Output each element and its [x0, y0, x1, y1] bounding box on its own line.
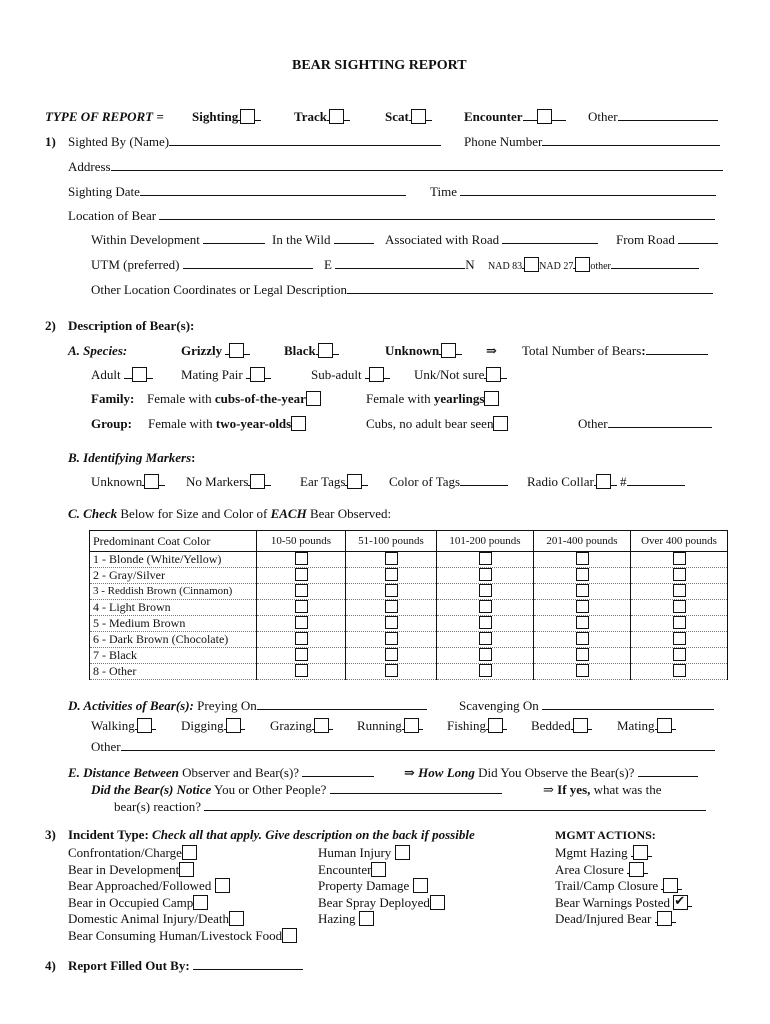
row-label: 4 - Light Brown [90, 600, 257, 616]
preying-field[interactable]: D. Activities of Bear(s): Preying On [68, 698, 427, 714]
row-label: 8 - Other [90, 664, 257, 680]
table-row [90, 584, 728, 600]
incident-food[interactable]: Bear Consuming Human/Livestock Food [68, 928, 297, 944]
subadult-checkbox[interactable] [369, 367, 384, 382]
type-encounter[interactable]: Encounter [464, 109, 566, 125]
grizzly-checkbox[interactable] [229, 343, 244, 358]
size-checkbox[interactable] [673, 600, 686, 613]
age-mating-pair[interactable]: Mating Pair [181, 367, 271, 383]
group-other[interactable]: Other [578, 416, 712, 432]
mgmt-area-closure[interactable]: Area Closure [555, 862, 648, 878]
size-checkbox[interactable] [295, 616, 308, 629]
size-checkbox[interactable] [479, 600, 492, 613]
notice-field[interactable]: Did the Bear(s) Notice You or Other People? [91, 782, 502, 798]
col-header: 10-50 pounds [257, 531, 346, 552]
sighted-by-field[interactable]: Sighted By (Name) [68, 134, 441, 150]
activity-running[interactable]: Running [357, 718, 423, 734]
size-checkbox[interactable] [673, 552, 686, 565]
row-label: 5 - Medium Brown [90, 616, 257, 632]
group-two-year[interactable]: Female with two-year-olds [148, 416, 306, 432]
mating-checkbox[interactable] [657, 718, 672, 733]
size-checkbox[interactable] [295, 632, 308, 645]
report-type-label: TYPE OF REPORT = [45, 109, 164, 124]
dead-injured-checkbox[interactable] [657, 911, 672, 926]
in-wild-field[interactable]: In the Wild [272, 232, 374, 248]
mgmt-trail-closure[interactable]: Trail/Camp Closure [555, 878, 682, 894]
activity-bedded[interactable]: Bedded [531, 718, 592, 734]
approached-checkbox[interactable] [215, 878, 230, 893]
size-checkbox[interactable] [673, 616, 686, 629]
walking-checkbox[interactable] [137, 718, 152, 733]
table-row [90, 600, 728, 616]
size-checkbox[interactable] [673, 584, 686, 597]
phone-field[interactable]: Phone Number [464, 134, 720, 150]
col-header: Over 400 pounds [631, 531, 728, 552]
size-checkbox[interactable] [385, 600, 398, 613]
size-checkbox[interactable] [385, 552, 398, 565]
encounter-checkbox[interactable] [537, 109, 552, 124]
size-checkbox[interactable] [479, 568, 492, 581]
section-4-number: 4) [45, 958, 56, 973]
nad83-checkbox[interactable] [524, 257, 539, 272]
age-unk[interactable]: Unk/Not sure [414, 367, 507, 383]
size-checkbox[interactable] [576, 632, 589, 645]
cubs-checkbox[interactable] [306, 391, 321, 406]
type-scat[interactable]: Scat [385, 109, 432, 125]
incident-domestic[interactable]: Domestic Animal Injury/Death [68, 911, 244, 927]
type-track[interactable]: Track [294, 109, 350, 125]
incident-human-injury[interactable]: Human Injury [318, 845, 410, 861]
age-subadult[interactable]: Sub-adult [311, 367, 390, 383]
camp-checkbox[interactable] [193, 895, 208, 910]
size-checkbox[interactable] [673, 632, 686, 645]
running-checkbox[interactable] [404, 718, 419, 733]
activity-grazing[interactable]: Grazing [270, 718, 333, 734]
size-checkbox[interactable] [576, 616, 589, 629]
size-checkbox[interactable] [385, 616, 398, 629]
warnings-checkbox[interactable] [673, 895, 688, 910]
family-yearlings[interactable]: Female with yearlings [366, 391, 499, 407]
species-label: A. Species: [68, 343, 128, 358]
incident-camp[interactable]: Bear in Occupied Camp [68, 895, 208, 911]
coat-color-header: Predominant Coat Color [90, 531, 257, 552]
size-checkbox[interactable] [385, 664, 398, 677]
size-checkbox[interactable] [576, 584, 589, 597]
section-2-number: 2) [45, 318, 56, 333]
mgmt-hazing[interactable]: Mgmt Hazing [555, 845, 652, 861]
spray-checkbox[interactable] [430, 895, 445, 910]
black-checkbox[interactable] [318, 343, 333, 358]
distance-field[interactable]: E. Distance Between Observer and Bear(s)? [68, 765, 374, 781]
family-cubs[interactable]: Female with cubs-of-the-year [147, 391, 321, 407]
sighting-checkbox[interactable] [240, 109, 255, 124]
sighting-date-field[interactable]: Sighting Date [68, 184, 406, 200]
scavenging-field[interactable]: Scavenging On [459, 698, 714, 714]
size-checkbox[interactable] [479, 584, 492, 597]
row-label: 6 - Dark Brown (Chocolate) [90, 632, 257, 648]
incident-encounter[interactable]: Encounter [318, 862, 386, 878]
color-tags-field[interactable]: Color of Tags [389, 474, 508, 490]
size-checkbox[interactable] [295, 552, 308, 565]
table-row [90, 648, 728, 664]
family-label: Family: [91, 391, 135, 406]
total-bears-field[interactable]: Total Number of Bears: [522, 343, 708, 359]
location-field[interactable]: Location of Bear [68, 208, 715, 224]
reaction-field[interactable]: bear(s) reaction? [114, 799, 706, 815]
ear-tags-checkbox[interactable] [347, 474, 362, 489]
size-checkbox[interactable] [479, 648, 492, 661]
markers-ear-tags[interactable]: Ear Tags [300, 474, 368, 490]
row-label: 2 - Gray/Silver [90, 568, 257, 584]
address-field[interactable]: Address [68, 159, 723, 175]
from-road-field[interactable]: From Road [616, 232, 718, 248]
size-checkbox[interactable] [479, 616, 492, 629]
size-checkbox[interactable] [295, 664, 308, 677]
activity-walking[interactable]: Walking [91, 718, 156, 734]
scat-checkbox[interactable] [411, 109, 426, 124]
size-checkbox[interactable] [479, 632, 492, 645]
cubs-no-adult-checkbox[interactable] [493, 416, 508, 431]
table-row [90, 552, 728, 568]
size-checkbox[interactable] [673, 648, 686, 661]
markers-none[interactable]: No Markers [186, 474, 271, 490]
size-checkbox[interactable] [576, 664, 589, 677]
property-checkbox[interactable] [413, 878, 428, 893]
yearlings-checkbox[interactable] [484, 391, 499, 406]
size-checkbox[interactable] [479, 552, 492, 565]
confrontation-checkbox[interactable] [182, 845, 197, 860]
col-header: 101-200 pounds [437, 531, 534, 552]
domestic-checkbox[interactable] [229, 911, 244, 926]
group-cubs-no-adult[interactable]: Cubs, no adult bear seen [366, 416, 508, 432]
incident-title: Incident Type: Check all that apply. Give description on the back if possible [68, 827, 475, 842]
human-injury-checkbox[interactable] [395, 845, 410, 860]
nad27-checkbox[interactable] [575, 257, 590, 272]
markers-label: B. Identifying Markers: [68, 450, 196, 465]
incident-property[interactable]: Property Damage [318, 878, 428, 894]
row-label: 3 - Reddish Brown (Cinnamon) [90, 584, 257, 600]
unk-not-sure-checkbox[interactable] [486, 367, 501, 382]
time-field[interactable]: Time [430, 184, 716, 200]
group-label: Group: [91, 416, 132, 431]
markers-unknown[interactable]: Unknown [91, 474, 165, 490]
arrow-icon: ⇒ [486, 343, 497, 358]
encounter-incident-checkbox[interactable] [371, 862, 386, 877]
size-checkbox[interactable] [295, 648, 308, 661]
other-coords-field[interactable]: Other Location Coordinates or Legal Description [91, 282, 713, 298]
size-color-table [89, 530, 728, 680]
two-year-checkbox[interactable] [291, 416, 306, 431]
trail-closure-checkbox[interactable] [663, 878, 678, 893]
fishing-checkbox[interactable] [488, 718, 503, 733]
development-checkbox[interactable] [179, 862, 194, 877]
size-checkbox[interactable] [385, 584, 398, 597]
if-yes-label: ⇒ If yes, what was the [543, 782, 662, 797]
track-checkbox[interactable] [329, 109, 344, 124]
radio-collar[interactable]: Radio Collar # [527, 474, 685, 490]
size-checkbox[interactable] [385, 568, 398, 581]
area-closure-checkbox[interactable] [629, 862, 644, 877]
activity-fishing[interactable]: Fishing [447, 718, 507, 734]
incident-confrontation[interactable]: Confrontation/Charge [68, 845, 197, 861]
species-unknown[interactable]: Unknown [385, 343, 462, 359]
page-title: BEAR SIGHTING REPORT [292, 58, 467, 73]
age-adult[interactable]: Adult [91, 367, 153, 383]
activity-mating[interactable]: Mating [617, 718, 676, 734]
easting-field[interactable]: E N [324, 257, 475, 272]
activity-other-field[interactable]: Other [91, 739, 715, 755]
type-sighting[interactable]: Sighting [192, 109, 261, 125]
col-header: 201-400 pounds [534, 531, 631, 552]
unknown-checkbox[interactable] [441, 343, 456, 358]
markers-unknown-checkbox[interactable] [144, 474, 159, 489]
section-3-number: 3) [45, 827, 56, 842]
mgmt-dead-injured[interactable]: Dead/Injured Bear [555, 911, 676, 927]
table-row [90, 664, 728, 680]
adult-checkbox[interactable] [132, 367, 147, 382]
incident-development[interactable]: Bear in Development [68, 862, 194, 878]
size-checkbox[interactable] [295, 568, 308, 581]
table-row [90, 632, 728, 648]
size-checkbox[interactable] [673, 568, 686, 581]
mgmt-hazing-checkbox[interactable] [633, 845, 648, 860]
activity-digging[interactable]: Digging [181, 718, 245, 734]
incident-spray[interactable]: Bear Spray Deployed [318, 895, 445, 911]
table-row [90, 568, 728, 584]
size-checkbox[interactable] [385, 632, 398, 645]
row-label: 7 - Black [90, 648, 257, 664]
within-development-field[interactable]: Within Development [91, 232, 265, 248]
mating-pair-checkbox[interactable] [250, 367, 265, 382]
size-checkbox[interactable] [479, 664, 492, 677]
row-label: 1 - Blonde (White/Yellow) [90, 552, 257, 568]
size-checkbox[interactable] [576, 552, 589, 565]
associated-road-field[interactable]: Associated with Road [385, 232, 598, 248]
bedded-checkbox[interactable] [573, 718, 588, 733]
size-checkbox[interactable] [295, 600, 308, 613]
size-checkbox[interactable] [295, 584, 308, 597]
how-long-field[interactable]: ⇒ How Long Did You Observe the Bear(s)? [404, 765, 698, 781]
size-color-instruction: C. Check Below for Size and Color of EACH Bear Observed: [68, 506, 392, 521]
size-checkbox[interactable] [673, 664, 686, 677]
hazing-checkbox[interactable] [359, 911, 374, 926]
datum-options[interactable]: NAD 83 NAD 27 other [488, 257, 699, 275]
mgmt-actions-title: MGMT ACTIONS: [555, 828, 656, 842]
species-black[interactable]: Black [284, 343, 339, 359]
incident-hazing[interactable]: Hazing [318, 911, 374, 927]
table-row [90, 616, 728, 632]
size-checkbox[interactable] [576, 648, 589, 661]
section-2-title: Description of Bear(s): [68, 318, 195, 333]
type-other[interactable]: Other [588, 109, 718, 125]
no-markers-checkbox[interactable] [250, 474, 265, 489]
species-grizzly[interactable]: Grizzly [181, 343, 250, 359]
utm-field[interactable]: UTM (preferred) [91, 257, 313, 273]
food-checkbox[interactable] [282, 928, 297, 943]
mgmt-warnings[interactable]: Bear Warnings Posted ✔ [555, 895, 692, 911]
col-header: 51-100 pounds [346, 531, 437, 552]
section-1-number: 1) [45, 134, 56, 149]
radio-collar-checkbox[interactable] [596, 474, 611, 489]
size-checkbox[interactable] [576, 568, 589, 581]
filled-by-field[interactable]: Report Filled Out By: [68, 958, 303, 974]
size-checkbox[interactable] [576, 600, 589, 613]
incident-approached[interactable]: Bear Approached/Followed [68, 878, 230, 894]
grazing-checkbox[interactable] [314, 718, 329, 733]
digging-checkbox[interactable] [226, 718, 241, 733]
size-checkbox[interactable] [385, 648, 398, 661]
